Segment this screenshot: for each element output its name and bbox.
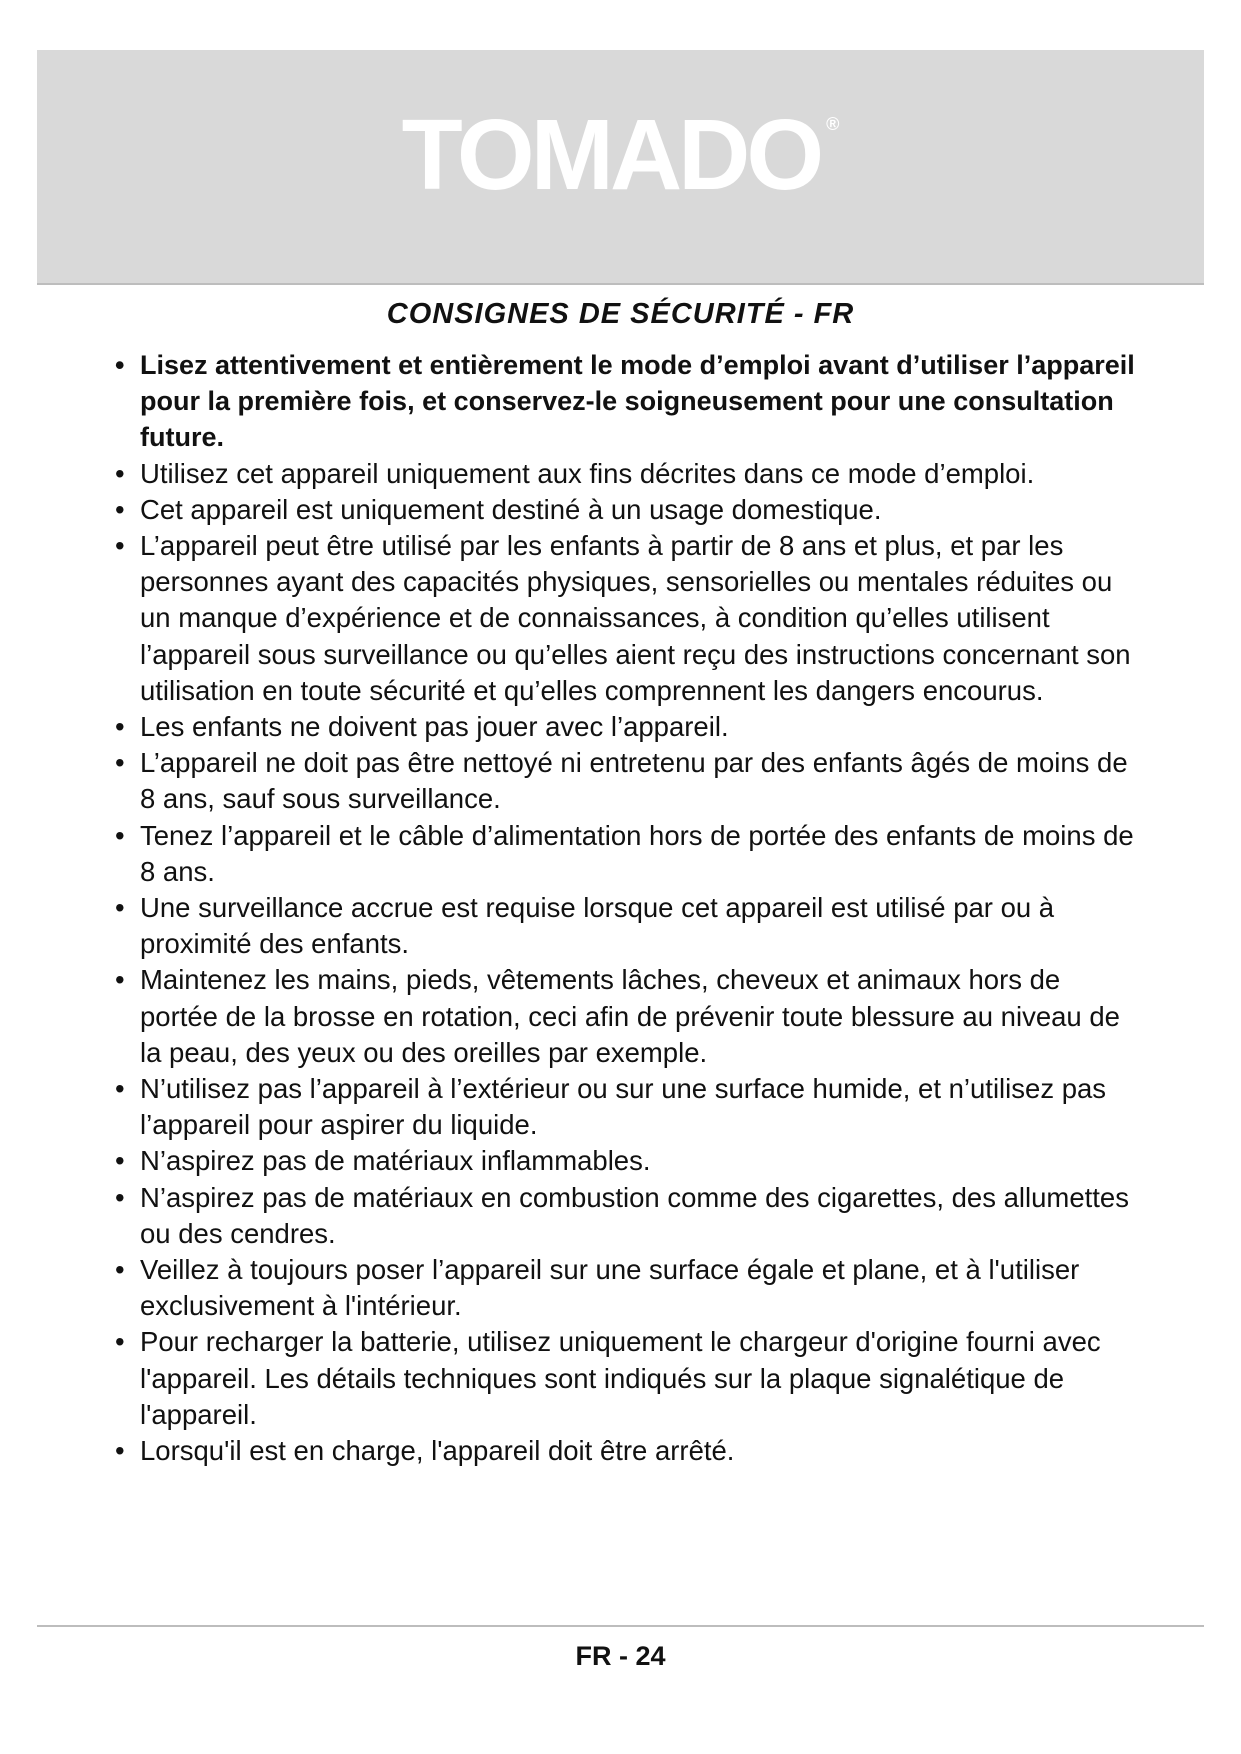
list-item: • Une surveillance accrue est requise lorsque cet appareil est utilisé par ou à proximité des enfants. [115,890,1145,962]
header-band [37,50,1204,285]
list-item: • N’utilisez pas l’appareil à l’extérieur ou sur une surface humide, et n’utilisez pas l’appareil pour aspirer du liquide. [115,1071,1145,1143]
list-item: • L’appareil ne doit pas être nettoyé ni entretenu par des enfants âgés de moins de 8 ans, sauf sous surveillance. [115,745,1145,817]
list-item: • Utilisez cet appareil uniquement aux fins décrites dans ce mode d’emploi. [115,456,1145,492]
safety-instructions-list [115,347,1145,1469]
list-item: • Pour recharger la batterie, utilisez uniquement le chargeur d'origine fourni avec l'appareil. Les détails techniques sont indiqués sur la plaque signalétique de l'appareil. [115,1324,1145,1433]
list-item: • Veillez à toujours poser l’appareil sur une surface égale et plane, et à l'utiliser exclusivement à l'intérieur. [115,1252,1145,1324]
list-item: • Tenez l’appareil et le câble d’alimentation hors de portée des enfants de moins de 8 ans. [115,818,1145,890]
list-item: • L’appareil peut être utilisé par les enfants à partir de 8 ans et plus, et par les personnes ayant des capacités physiques, sensorielles ou mentales réduites ou un manque d’expérience et de connaissances, à condition qu’elles utilisent l’appareil sous surveillance ou qu’elles aient reçu des instructions concernant son utilisation en toute sécurité et qu’elles comprennent les dangers encourus. [115,528,1145,709]
page-title: CONSIGNES DE SÉCURITÉ - FR [386,298,855,330]
brand-name: TOMADO [401,99,821,211]
list-item: • Lisez attentivement et entièrement le mode d’emploi avant d’utiliser l’appareil pour la première fois, et conservez-le soigneusement pour une consultation future. [115,347,1145,456]
registered-mark: ® [826,114,840,134]
list-item: • Lorsqu'il est en charge, l'appareil doit être arrêté. [115,1433,1145,1469]
list-item: • Cet appareil est uniquement destiné à un usage domestique. [115,492,1145,528]
page-number: FR - 24 [575,1641,666,1671]
list-item: • Maintenez les mains, pieds, vêtements lâches, cheveux et animaux hors de portée de la brosse en rotation, ceci afin de prévenir toute blessure au niveau de la peau, des yeux ou des oreilles par exemple. [115,962,1145,1071]
list-item: • N’aspirez pas de matériaux en combustion comme des cigarettes, des allumettes ou des cendres. [115,1180,1145,1252]
list-item: • N’aspirez pas de matériaux inflammables. [115,1143,1145,1179]
brand-logo [37,99,1204,211]
footer-divider [37,1625,1204,1627]
list-item: • Les enfants ne doivent pas jouer avec l’appareil. [115,709,1145,745]
